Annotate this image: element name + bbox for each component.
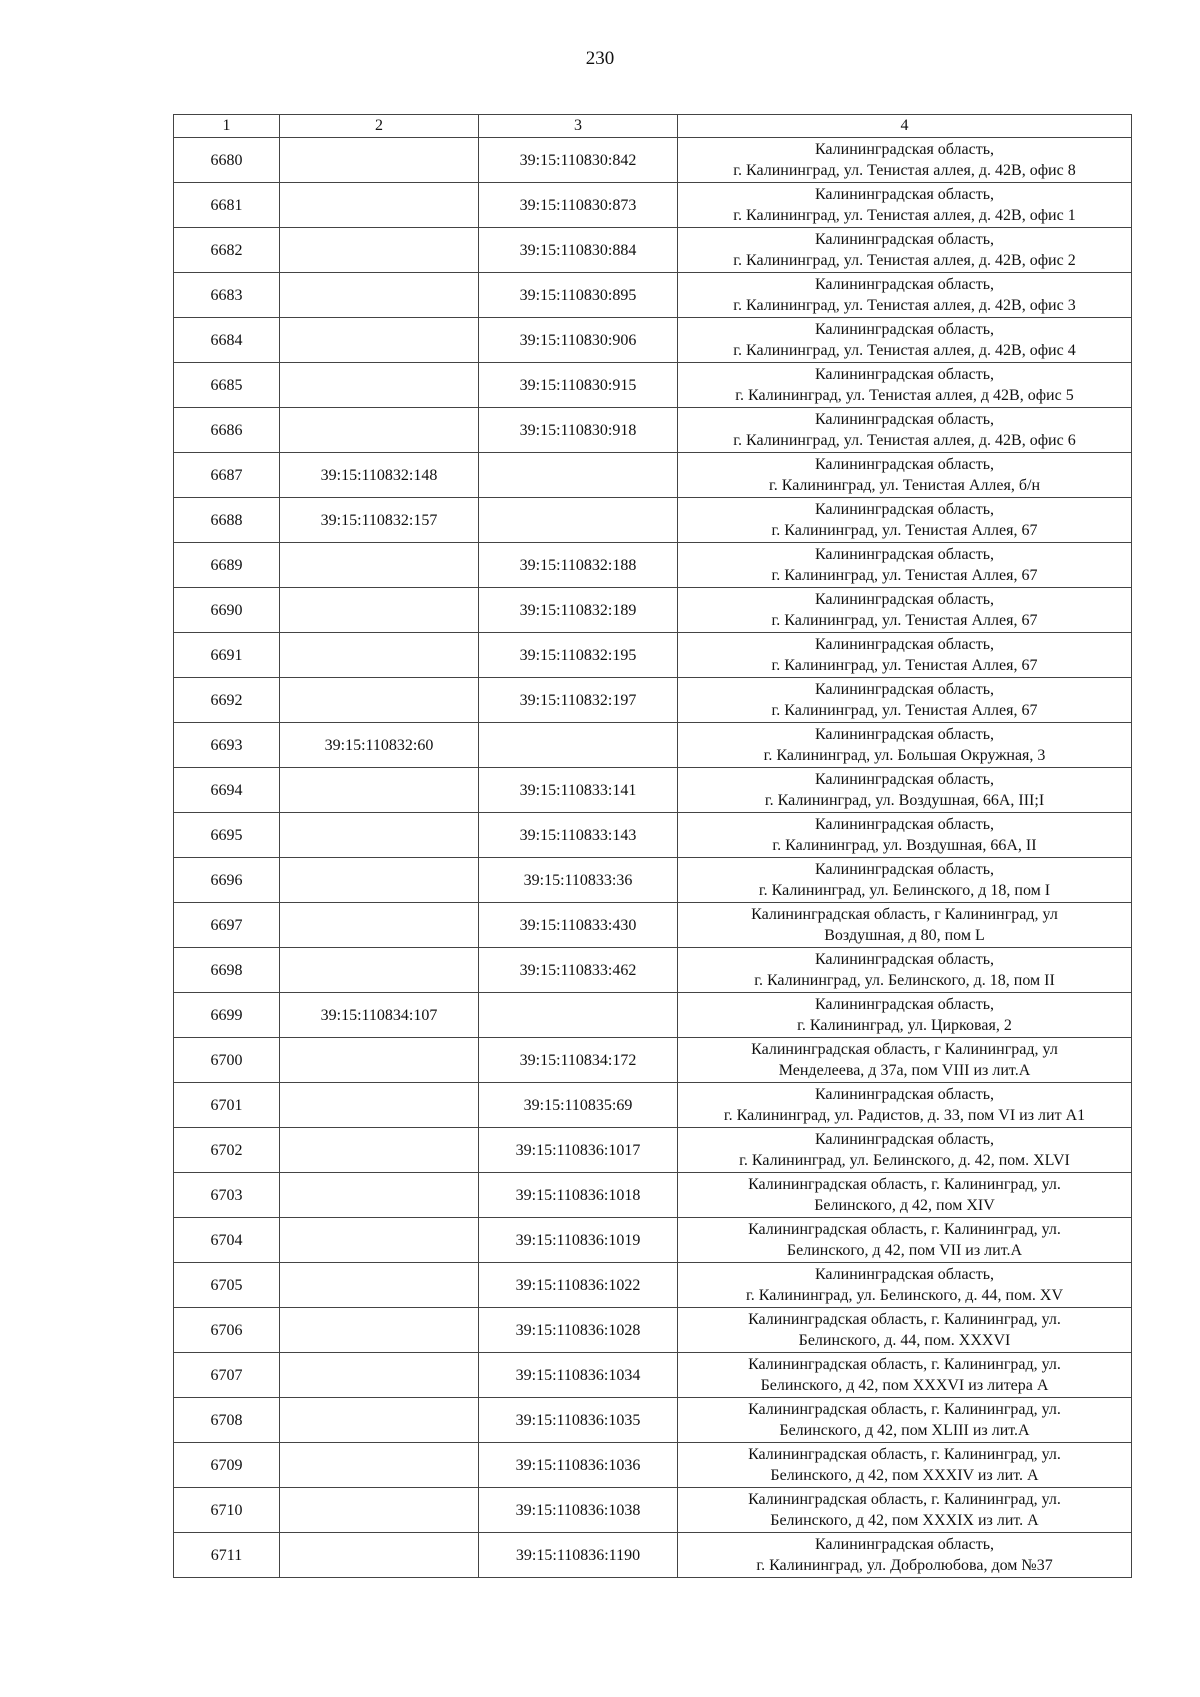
column-header: 3 (479, 115, 678, 138)
row-number-cell: 6711 (174, 1533, 280, 1578)
cadastral-number-col2-cell: 39:15:110832:157 (280, 498, 479, 543)
table-row (174, 588, 1132, 633)
address-line: Белинского, д 42, пом XXXIV из лит. А (770, 1467, 1039, 1484)
row-number-cell: 6686 (174, 408, 280, 453)
address-cell (678, 768, 1132, 813)
cadastral-number-col3-cell: 39:15:110830:906 (479, 318, 678, 363)
address-line: Калининградская область, (814, 141, 995, 158)
cadastral-number-col2-cell: 39:15:110832:60 (280, 723, 479, 768)
row-number-cell: 6685 (174, 363, 280, 408)
address-cell (678, 633, 1132, 678)
address-line: Калининградская область, (814, 231, 995, 248)
address-cell (678, 543, 1132, 588)
address-line: Калининградская область, г. Калининград, ул. (748, 1356, 1061, 1373)
address-cell (678, 993, 1132, 1038)
row-number-cell: 6688 (174, 498, 280, 543)
cadastral-number-col3-cell: 39:15:110836:1017 (479, 1128, 678, 1173)
cadastral-number-col3-cell: 39:15:110836:1019 (479, 1218, 678, 1263)
table-row (174, 1128, 1132, 1173)
row-number-cell: 6684 (174, 318, 280, 363)
address-line: г. Калининград, ул. Белинского, д. 44, пом. XV (745, 1287, 1064, 1304)
row-number-cell: 6709 (174, 1443, 280, 1488)
table-row (174, 183, 1132, 228)
address-line: г. Калининград, ул. Тенистая Аллея, 67 (771, 522, 1038, 539)
address-cell (678, 903, 1132, 948)
cadastral-number-col3-cell (479, 453, 678, 498)
table-row (174, 1443, 1132, 1488)
table-row (174, 1308, 1132, 1353)
address-line: Калининградская область, (814, 276, 995, 293)
address-cell (678, 183, 1132, 228)
row-number-cell: 6682 (174, 228, 280, 273)
table-row (174, 1533, 1132, 1578)
cadastral-number-col2-cell (280, 228, 479, 273)
row-number-cell: 6695 (174, 813, 280, 858)
row-number-cell: 6680 (174, 138, 280, 183)
cadastral-number-col3-cell: 39:15:110833:462 (479, 948, 678, 993)
registry-table (173, 114, 1132, 1578)
address-cell (678, 1263, 1132, 1308)
table-row (174, 138, 1132, 183)
cadastral-number-col2-cell (280, 1308, 479, 1353)
address-cell (678, 1398, 1132, 1443)
row-number-cell: 6700 (174, 1038, 280, 1083)
address-line: г. Калининград, ул. Большая Окружная, 3 (763, 747, 1046, 764)
address-cell (678, 273, 1132, 318)
address-line: г. Калининград, ул. Тенистая Аллея, 67 (771, 567, 1038, 584)
address-line: г. Калининград, ул. Цирковая, 2 (797, 1017, 1012, 1034)
address-line: Калининградская область, (814, 186, 995, 203)
table-row (174, 768, 1132, 813)
address-cell (678, 1083, 1132, 1128)
row-number-cell: 6699 (174, 993, 280, 1038)
cadastral-number-col3-cell: 39:15:110835:69 (479, 1083, 678, 1128)
cadastral-number-col3-cell: 39:15:110832:188 (479, 543, 678, 588)
address-cell (678, 408, 1132, 453)
cadastral-number-col2-cell (280, 1038, 479, 1083)
row-number-cell: 6681 (174, 183, 280, 228)
address-line: Калининградская область, (814, 591, 995, 608)
address-line: Калининградская область, г Калининград, ул (751, 906, 1058, 923)
cadastral-number-col2-cell (280, 1353, 479, 1398)
table-row (174, 633, 1132, 678)
cadastral-number-col3-cell: 39:15:110836:1036 (479, 1443, 678, 1488)
cadastral-number-col2-cell (280, 858, 479, 903)
address-line: Калининградская область, (814, 681, 995, 698)
address-cell (678, 1218, 1132, 1263)
cadastral-number-col2-cell (280, 1533, 479, 1578)
address-cell (678, 1128, 1132, 1173)
row-number-cell: 6691 (174, 633, 280, 678)
address-line: Менделеева, д 37а, пом VIII из лит.А (778, 1062, 1031, 1079)
header-row (174, 115, 1132, 138)
row-number-cell: 6704 (174, 1218, 280, 1263)
address-cell (678, 453, 1132, 498)
cadastral-number-col3-cell (479, 723, 678, 768)
row-number-cell: 6693 (174, 723, 280, 768)
address-cell (678, 723, 1132, 768)
cadastral-number-col2-cell (280, 1128, 479, 1173)
address-cell (678, 498, 1132, 543)
address-line: г. Калининград, ул. Тенистая аллея, д 42В, офис 5 (735, 387, 1074, 404)
cadastral-number-col2-cell (280, 633, 479, 678)
row-number-cell: 6702 (174, 1128, 280, 1173)
cadastral-number-col3-cell: 39:15:110830:915 (479, 363, 678, 408)
cadastral-number-col2-cell (280, 408, 479, 453)
table-body (174, 138, 1132, 1578)
address-line: г. Калининград, ул. Тенистая Аллея, б/н (768, 477, 1041, 494)
address-line: Калининградская область, (814, 501, 995, 518)
address-cell (678, 858, 1132, 903)
address-line: г. Калининград, ул. Тенистая Аллея, 67 (771, 612, 1038, 629)
address-line: Калининградская область, (814, 996, 995, 1013)
address-line: Белинского, д 42, пом XXXVI из литера А (760, 1377, 1049, 1394)
address-line: Калининградская область, (814, 546, 995, 563)
cadastral-number-col3-cell: 39:15:110836:1018 (479, 1173, 678, 1218)
address-line: Калининградская область, (814, 1266, 995, 1283)
row-number-cell: 6705 (174, 1263, 280, 1308)
table-row (174, 498, 1132, 543)
table-row (174, 453, 1132, 498)
cadastral-number-col3-cell: 39:15:110833:143 (479, 813, 678, 858)
address-line: г. Калининград, ул. Тенистая аллея, д. 42В, офис 6 (733, 432, 1076, 449)
address-cell (678, 1308, 1132, 1353)
cadastral-number-col2-cell (280, 318, 479, 363)
table-row (174, 723, 1132, 768)
cadastral-number-col3-cell: 39:15:110830:842 (479, 138, 678, 183)
cadastral-number-col3-cell: 39:15:110830:884 (479, 228, 678, 273)
address-line: Калининградская область, (814, 321, 995, 338)
address-line: Калининградская область, (814, 411, 995, 428)
cadastral-number-col3-cell: 39:15:110833:141 (479, 768, 678, 813)
address-line: г. Калининград, ул. Белинского, д 18, пом I (758, 882, 1051, 899)
address-line: Калининградская область, г. Калининград, ул. (748, 1176, 1061, 1193)
table-row (174, 858, 1132, 903)
cadastral-number-col2-cell (280, 1443, 479, 1488)
address-line: Белинского, д 42, пом XLIII из лит.А (779, 1422, 1030, 1439)
table-row (174, 903, 1132, 948)
address-line: Калининградская область, (814, 726, 995, 743)
column-header: 2 (280, 115, 479, 138)
cadastral-number-col3-cell: 39:15:110836:1034 (479, 1353, 678, 1398)
address-line: Калининградская область, (814, 816, 995, 833)
cadastral-number-col2-cell (280, 1218, 479, 1263)
cadastral-number-col2-cell (280, 273, 479, 318)
address-cell (678, 318, 1132, 363)
address-line: г. Калининград, ул. Тенистая Аллея, 67 (771, 657, 1038, 674)
address-cell (678, 948, 1132, 993)
address-line: Калининградская область, г. Калининград, ул. (748, 1446, 1061, 1463)
cadastral-number-col2-cell (280, 1083, 479, 1128)
address-line: Калининградская область, (814, 951, 995, 968)
cadastral-number-col3-cell: 39:15:110830:895 (479, 273, 678, 318)
address-line: Белинского, д 42, пом VII из лит.А (786, 1242, 1023, 1259)
cadastral-number-col2-cell (280, 678, 479, 723)
row-number-cell: 6683 (174, 273, 280, 318)
address-cell (678, 1443, 1132, 1488)
cadastral-number-col2-cell (280, 183, 479, 228)
cadastral-number-col3-cell: 39:15:110833:430 (479, 903, 678, 948)
table-row (174, 678, 1132, 723)
address-line: Калининградская область, (814, 1536, 995, 1553)
cadastral-number-col2-cell: 39:15:110832:148 (280, 453, 479, 498)
table-row (174, 813, 1132, 858)
address-line: г. Калининград, ул. Добролюбова, дом №37 (756, 1557, 1053, 1574)
cadastral-number-col2-cell (280, 903, 479, 948)
cadastral-number-col3-cell: 39:15:110832:197 (479, 678, 678, 723)
cadastral-number-col2-cell (280, 1263, 479, 1308)
table-row (174, 1263, 1132, 1308)
address-line: Калининградская область, г. Калининград, ул. (748, 1221, 1061, 1238)
table-row (174, 1488, 1132, 1533)
table-row (174, 948, 1132, 993)
address-line: Белинского, д. 44, пом. XXXVI (798, 1332, 1011, 1349)
cadastral-number-col3-cell: 39:15:110833:36 (479, 858, 678, 903)
table-row (174, 273, 1132, 318)
table-row (174, 1353, 1132, 1398)
column-header: 4 (678, 115, 1132, 138)
row-number-cell: 6694 (174, 768, 280, 813)
address-line: Калининградская область, г Калининград, ул (751, 1041, 1058, 1058)
table-row (174, 408, 1132, 453)
cadastral-number-col2-cell (280, 138, 479, 183)
address-line: Калининградская область, г. Калининград, ул. (748, 1401, 1061, 1418)
address-cell (678, 1488, 1132, 1533)
cadastral-number-col2-cell (280, 768, 479, 813)
cadastral-number-col2-cell (280, 1398, 479, 1443)
address-line: Калининградская область, (814, 1131, 995, 1148)
address-cell (678, 138, 1132, 183)
address-line: г. Калининград, ул. Тенистая аллея, д. 42В, офис 3 (733, 297, 1076, 314)
address-line: г. Калининград, ул. Радистов, д. 33, пом VI из лит А1 (723, 1107, 1086, 1124)
address-line: Калининградская область, (814, 636, 995, 653)
cadastral-number-col2-cell (280, 588, 479, 633)
address-cell (678, 678, 1132, 723)
cadastral-number-col2-cell (280, 948, 479, 993)
address-cell (678, 588, 1132, 633)
address-line: г. Калининград, ул. Тенистая аллея, д. 42В, офис 4 (733, 342, 1076, 359)
address-cell (678, 363, 1132, 408)
row-number-cell: 6689 (174, 543, 280, 588)
row-number-cell: 6697 (174, 903, 280, 948)
address-line: г. Калининград, ул. Воздушная, 66А, II (772, 837, 1037, 854)
row-number-cell: 6701 (174, 1083, 280, 1128)
address-line: г. Калининград, ул. Тенистая аллея, д. 42В, офис 2 (733, 252, 1076, 269)
row-number-cell: 6687 (174, 453, 280, 498)
cadastral-number-col3-cell: 39:15:110832:189 (479, 588, 678, 633)
table-row (174, 993, 1132, 1038)
cadastral-number-col3-cell: 39:15:110836:1038 (479, 1488, 678, 1533)
address-line: Калининградская область, (814, 366, 995, 383)
row-number-cell: 6703 (174, 1173, 280, 1218)
cadastral-number-col2-cell (280, 363, 479, 408)
cadastral-number-col2-cell: 39:15:110834:107 (280, 993, 479, 1038)
address-line: Калининградская область, (814, 1086, 995, 1103)
row-number-cell: 6707 (174, 1353, 280, 1398)
row-number-cell: 6696 (174, 858, 280, 903)
address-cell (678, 1533, 1132, 1578)
address-line: Белинского, д 42, пом XXXIX из лит. А (770, 1512, 1039, 1529)
cadastral-number-col2-cell (280, 543, 479, 588)
cadastral-number-col3-cell: 39:15:110836:1022 (479, 1263, 678, 1308)
address-cell (678, 813, 1132, 858)
address-line: Калининградская область, (814, 771, 995, 788)
table-row (174, 363, 1132, 408)
cadastral-number-col3-cell: 39:15:110830:918 (479, 408, 678, 453)
cadastral-number-col3-cell (479, 498, 678, 543)
row-number-cell: 6690 (174, 588, 280, 633)
address-cell (678, 1353, 1132, 1398)
table-row (174, 1083, 1132, 1128)
cadastral-number-col3-cell (479, 993, 678, 1038)
address-line: г. Калининград, ул. Белинского, д. 18, пом II (754, 972, 1055, 989)
page-number: 230 (585, 48, 615, 69)
column-header: 1 (174, 115, 280, 138)
table-row (174, 318, 1132, 363)
address-line: Белинского, д 42, пом XIV (814, 1197, 995, 1214)
cadastral-number-col3-cell: 39:15:110830:873 (479, 183, 678, 228)
address-line: Воздушная, д 80, пом L (824, 927, 985, 944)
table-row (174, 1398, 1132, 1443)
table-row (174, 1038, 1132, 1083)
row-number-cell: 6710 (174, 1488, 280, 1533)
address-line: г. Калининград, ул. Воздушная, 66А, III;I (764, 792, 1045, 809)
address-line: г. Калининград, ул. Белинского, д. 42, пом. XLVI (739, 1152, 1070, 1169)
cadastral-number-col3-cell: 39:15:110836:1190 (479, 1533, 678, 1578)
cadastral-number-col3-cell: 39:15:110832:195 (479, 633, 678, 678)
address-line: Калининградская область, (814, 861, 995, 878)
cadastral-number-col2-cell (280, 1173, 479, 1218)
table-row (174, 228, 1132, 273)
address-line: г. Калининград, ул. Тенистая аллея, д. 42В, офис 1 (733, 207, 1076, 224)
address-line: Калининградская область, (814, 456, 995, 473)
address-line: г. Калининград, ул. Тенистая Аллея, 67 (771, 702, 1038, 719)
cadastral-number-col2-cell (280, 1488, 479, 1533)
cadastral-number-col2-cell (280, 813, 479, 858)
cadastral-number-col3-cell: 39:15:110836:1035 (479, 1398, 678, 1443)
address-line: г. Калининград, ул. Тенистая аллея, д. 42В, офис 8 (733, 162, 1076, 179)
row-number-cell: 6708 (174, 1398, 280, 1443)
address-cell (678, 1038, 1132, 1083)
table-row (174, 1218, 1132, 1263)
row-number-cell: 6692 (174, 678, 280, 723)
cadastral-number-col3-cell: 39:15:110836:1028 (479, 1308, 678, 1353)
cadastral-number-col3-cell: 39:15:110834:172 (479, 1038, 678, 1083)
table-row (174, 543, 1132, 588)
table-row (174, 1173, 1132, 1218)
address-line: Калининградская область, г. Калининград, ул. (748, 1311, 1061, 1328)
address-cell (678, 228, 1132, 273)
address-cell (678, 1173, 1132, 1218)
row-number-cell: 6698 (174, 948, 280, 993)
row-number-cell: 6706 (174, 1308, 280, 1353)
address-line: Калининградская область, г. Калининград, ул. (748, 1491, 1061, 1508)
